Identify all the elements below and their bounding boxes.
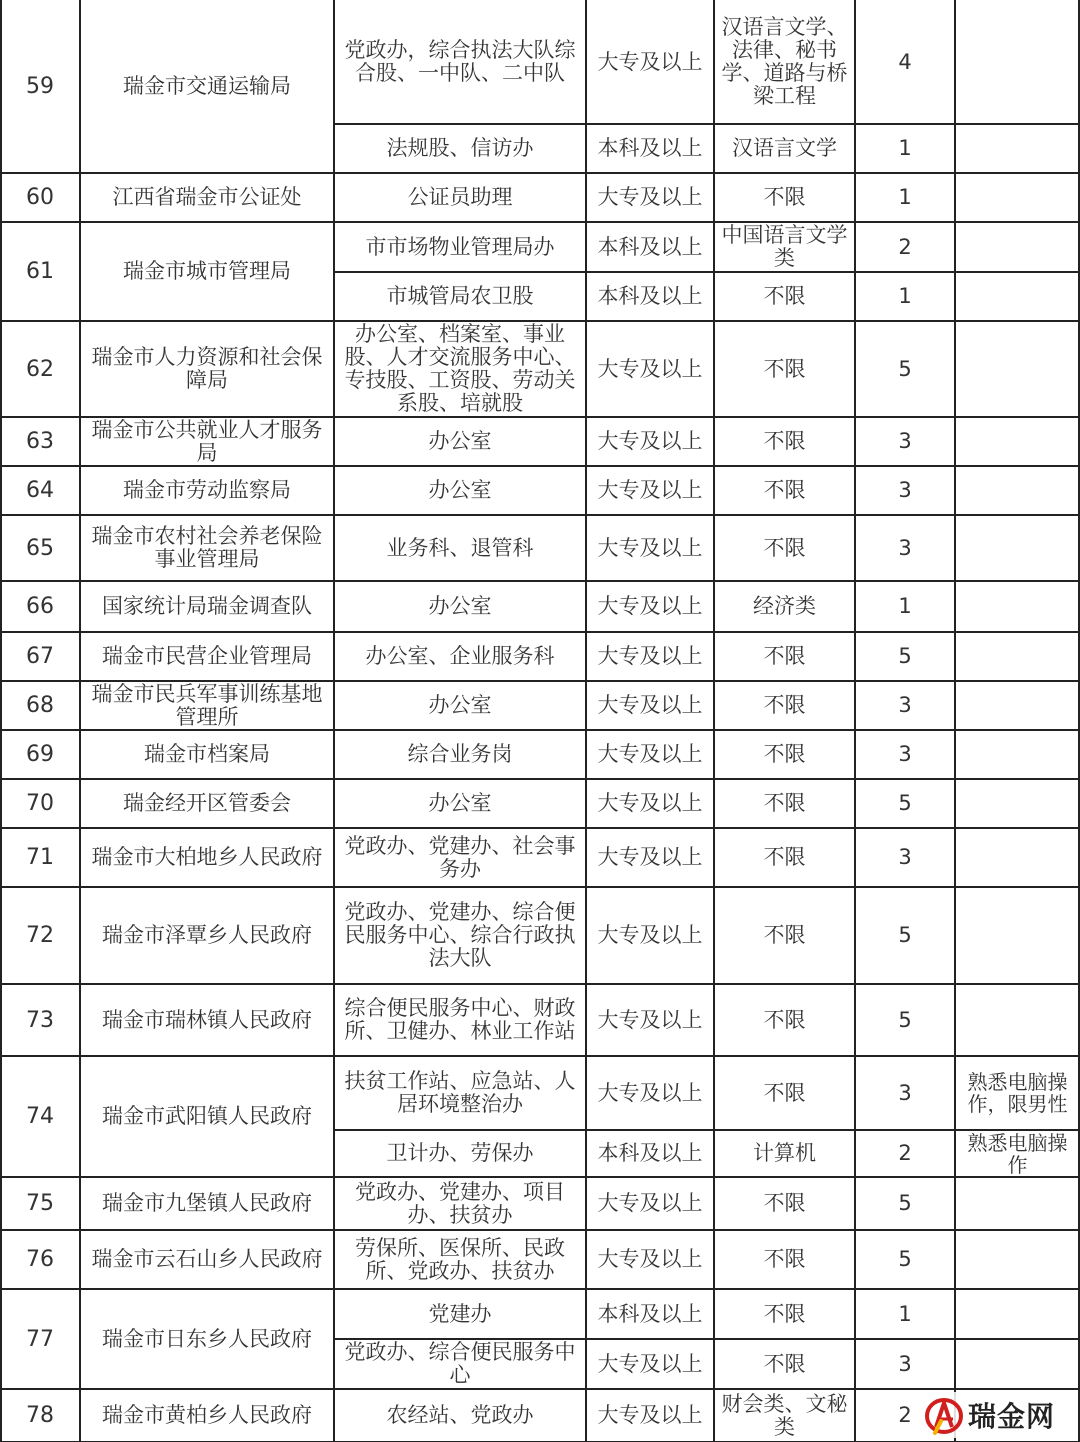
count-cell: 3 [898,845,912,869]
education-cell: 本科及以上 [597,1141,703,1165]
row-number: 64 [26,478,54,503]
major-cell: 不限 [763,1301,806,1326]
major-cell: 中国语言文学类 [721,223,848,270]
education-cell: 大专及以上 [597,185,703,209]
office-cell: 办公室、企业服务科 [365,644,555,668]
count-cell: 3 [898,478,912,502]
office-cell: 公证员助理 [407,185,513,209]
department-name: 瑞金市武阳镇人民政府 [102,1104,312,1128]
education-cell: 大专及以上 [597,1080,703,1105]
watermark-text: 瑞金网 [968,1400,1056,1433]
count-cell: 1 [898,1301,912,1326]
office-cell: 党政办、党建办、社会事务办 [344,833,576,881]
education-cell: 本科及以上 [597,234,703,259]
row-number: 59 [26,74,54,99]
department-name: 瑞金市农村社会养老保险事业管理局 [91,524,323,571]
education-cell: 本科及以上 [597,284,703,308]
office-cell: 党政办，综合执法大队综合股、一中队、二中队 [344,38,576,85]
count-cell: 3 [898,1080,912,1105]
major-cell: 不限 [763,478,806,502]
department-name: 瑞金市九堡镇人民政府 [102,1191,312,1215]
row-number: 74 [26,1104,54,1129]
office-cell: 党政办、综合便民服务中心 [344,1340,576,1387]
office-cell: 办公室 [428,594,492,618]
note-cell: 熟悉电脑操作 [967,1130,1068,1177]
major-cell: 不限 [763,429,806,453]
office-cell: 办公室 [428,693,492,717]
office-cell: 业务科、退管科 [386,535,534,560]
major-cell: 不限 [763,845,806,869]
education-cell: 大专及以上 [597,1403,703,1427]
department-name: 瑞金市云石山乡人民政府 [91,1247,323,1271]
office-cell: 市城管局农卫股 [386,284,534,308]
education-cell: 大专及以上 [597,845,703,869]
row-number: 73 [26,1007,54,1033]
row-number: 71 [26,845,54,870]
major-cell: 不限 [763,742,806,766]
education-cell: 本科及以上 [597,136,703,160]
row-number: 60 [26,185,54,210]
count-cell: 4 [898,49,912,74]
major-cell: 不限 [763,1247,806,1271]
department-name: 瑞金市黄柏乡人民政府 [102,1403,312,1427]
major-cell: 不限 [763,1191,806,1215]
count-cell: 2 [898,234,912,259]
major-cell: 不限 [763,693,806,717]
office-cell: 市市场物业管理局办 [365,234,555,259]
row-number: 72 [26,923,54,948]
department-name: 国家统计局瑞金调查队 [102,594,312,618]
office-cell: 综合业务岗 [407,742,513,766]
education-cell: 大专及以上 [597,693,703,717]
education-cell: 大专及以上 [597,1351,703,1376]
major-cell: 经济类 [753,594,816,618]
education-cell: 大专及以上 [597,594,703,618]
row-number: 61 [26,259,54,284]
count-cell: 3 [898,535,912,560]
row-number: 67 [26,644,54,669]
education-cell: 大专及以上 [597,791,703,815]
office-cell: 办公室 [428,791,492,815]
count-cell: 1 [898,185,912,209]
row-number: 75 [26,1191,54,1216]
department-name: 瑞金市日东乡人民政府 [102,1326,312,1351]
major-cell: 计算机 [753,1141,816,1165]
office-cell: 法规股、信访办 [386,136,534,160]
education-cell: 大专及以上 [597,923,703,947]
row-number: 78 [26,1403,54,1428]
office-cell: 劳保所、医保所、民政所、党政办、扶贫办 [355,1235,565,1283]
count-cell: 1 [898,594,912,618]
education-cell: 本科及以上 [597,1301,703,1326]
department-name: 瑞金市公共就业人才服务局 [91,417,323,465]
office-cell: 办公室、档案室、事业股、人才交流服务中心、专技股、工资股、劳动关系股、培就股 [344,322,576,415]
office-cell: 党政办、党建办、项目办、扶贫办 [355,1179,565,1227]
office-cell: 卫计办、劳保办 [386,1141,534,1165]
count-cell: 5 [898,1247,912,1271]
department-name: 瑞金市瑞林镇人民政府 [102,1007,312,1032]
count-cell: 1 [898,284,912,308]
major-cell: 汉语言文学、法律、秘书学、道路与桥梁工程 [721,15,848,108]
department-name: 瑞金市民兵军事训练基地管理所 [91,681,323,729]
department-name: 瑞金市交通运输局 [123,74,291,98]
education-cell: 大专及以上 [597,1007,703,1032]
education-cell: 大专及以上 [597,356,703,381]
office-cell: 党政办、党建办、综合便民服务中心、综合行政执法大队 [344,900,576,970]
count-cell: 5 [898,791,912,815]
education-cell: 大专及以上 [597,478,703,502]
count-cell: 3 [898,742,912,766]
major-cell: 汉语言文学 [732,136,837,160]
count-cell: 2 [898,1141,912,1165]
watermark [922,1392,1072,1438]
department-name: 瑞金市大柏地乡人民政府 [91,845,323,869]
count-cell: 5 [898,1191,912,1215]
major-cell: 不限 [763,791,806,815]
office-cell: 农经站、党政办 [386,1403,534,1427]
major-cell: 不限 [763,356,806,381]
major-cell: 不限 [763,284,806,308]
office-cell: 扶贫工作站、应急站、人居环境整治办 [344,1069,576,1116]
count-cell: 2 [898,1403,912,1427]
office-cell: 党建办 [428,1301,492,1326]
major-cell: 不限 [763,1080,806,1105]
count-cell: 3 [898,429,912,453]
department-name: 瑞金经开区管委会 [123,791,291,815]
department-name: 瑞金市民营企业管理局 [102,644,312,668]
row-number: 69 [26,742,54,767]
department-name: 江西省瑞金市公证处 [112,185,302,209]
education-cell: 大专及以上 [597,1191,703,1215]
major-cell: 不限 [763,923,806,947]
office-cell: 办公室 [428,429,492,453]
major-cell: 不限 [763,1007,806,1032]
major-cell: 不限 [763,185,806,209]
education-cell: 大专及以上 [597,1247,703,1271]
office-cell: 综合便民服务中心、财政所、卫健办、林业工作站 [344,996,576,1043]
count-cell: 3 [898,693,912,717]
major-cell: 不限 [763,1351,806,1376]
row-number: 66 [26,594,54,619]
department-name: 瑞金市档案局 [144,742,270,766]
row-number: 63 [26,429,54,454]
note-cell: 熟悉电脑操作，限男性 [967,1070,1068,1116]
education-cell: 大专及以上 [597,49,703,74]
count-cell: 1 [898,136,912,160]
education-cell: 大专及以上 [597,644,703,668]
department-name: 瑞金市城市管理局 [123,259,291,283]
row-number: 68 [26,693,54,718]
count-cell: 5 [898,356,912,381]
row-number: 76 [26,1247,54,1272]
count-cell: 5 [898,1007,912,1032]
education-cell: 大专及以上 [597,742,703,766]
department-name: 瑞金市泽覃乡人民政府 [102,923,312,947]
department-name: 瑞金市人力资源和社会保障局 [91,345,323,392]
row-number: 77 [26,1326,54,1352]
major-cell: 不限 [763,535,806,560]
office-cell: 办公室 [428,478,492,502]
row-number: 62 [26,356,54,382]
count-cell: 5 [898,923,912,947]
education-cell: 大专及以上 [597,429,703,453]
count-cell: 3 [898,1351,912,1376]
major-cell: 不限 [763,644,806,668]
row-number: 65 [26,535,54,561]
row-number: 70 [26,791,54,816]
major-cell: 财会类、文秘类 [721,1391,848,1439]
ruijin-logo-icon [922,1393,966,1437]
education-cell: 大专及以上 [597,535,703,560]
department-name: 瑞金市劳动监察局 [123,478,291,502]
count-cell: 5 [898,644,912,668]
